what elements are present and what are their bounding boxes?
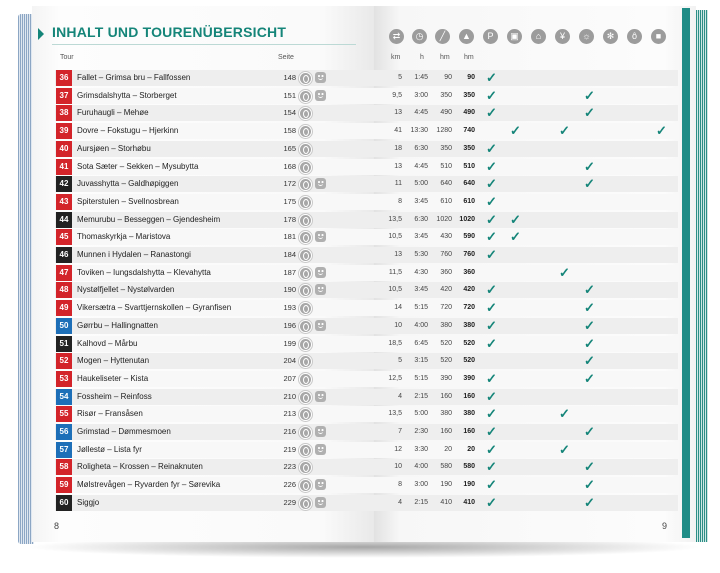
checkmark-icon: ✓ — [510, 229, 521, 244]
cell-h: 2:15 — [414, 393, 428, 400]
header-seite: Seite — [278, 54, 294, 61]
cell-km: 13 — [394, 251, 402, 258]
cell-hm2: 760 — [463, 251, 475, 258]
tour-name-link[interactable]: Vikersætra – Svarttjernskollen – Gyranfisen — [77, 303, 232, 312]
cell-km: 9,5 — [392, 92, 402, 99]
page-reference: 151 — [283, 91, 296, 100]
bicycle-icon: ô — [627, 29, 642, 44]
page-reference: 181 — [283, 232, 296, 241]
checkmark-icon: ✓ — [559, 406, 570, 421]
cell-hm1: 1020 — [436, 216, 452, 223]
cell-hm2: 390 — [463, 375, 475, 382]
difficulty-icon — [299, 267, 312, 280]
checkmark-icon: ✓ — [486, 459, 497, 474]
tour-name-link[interactable]: Risør – Fransåsen — [77, 409, 143, 418]
tour-number-badge: 36 — [56, 70, 72, 86]
tour-name-link[interactable]: Juvasshytta – Galdhøpiggen — [77, 179, 179, 188]
checkmark-icon: ✓ — [486, 300, 497, 315]
checkmark-icon: ✓ — [486, 424, 497, 439]
cell-km: 18,5 — [388, 340, 402, 347]
page-number-right: 9 — [662, 521, 668, 531]
tour-name-link[interactable]: Gørrbu – Hallingnatten — [77, 321, 158, 330]
signpost-icon: ⇄ — [389, 29, 404, 44]
cell-hm1: 1280 — [436, 127, 452, 134]
family-friendly-icon — [315, 479, 326, 490]
cell-hm1: 720 — [440, 304, 452, 311]
cell-hm2: 580 — [463, 463, 475, 470]
tour-number-badge: 38 — [56, 105, 72, 121]
checkmark-icon: ✓ — [486, 229, 497, 244]
cell-km: 10 — [394, 322, 402, 329]
header-hm-up: hm — [440, 54, 450, 61]
cell-km: 10,5 — [388, 233, 402, 240]
header-h: h — [420, 54, 424, 61]
tour-number-badge: 42 — [56, 176, 72, 192]
page-reference: 154 — [283, 108, 296, 117]
cell-km: 5 — [398, 74, 402, 81]
page-reference: 213 — [283, 409, 296, 418]
difficulty-icon — [299, 355, 312, 368]
cell-hm2: 590 — [463, 233, 475, 240]
tour-name-link[interactable]: Grimsdalshytta – Storberget — [77, 91, 177, 100]
checkmark-icon: ✓ — [584, 318, 595, 333]
cell-hm1: 390 — [440, 375, 452, 382]
cell-hm2: 640 — [463, 180, 475, 187]
difficulty-icon — [299, 178, 312, 191]
cell-hm2: 380 — [463, 410, 475, 417]
table-row — [55, 442, 678, 458]
page-reference: 229 — [283, 498, 296, 507]
cell-h: 1:45 — [414, 74, 428, 81]
tour-number-badge: 47 — [56, 265, 72, 281]
bus-icon: ▣ — [507, 29, 522, 44]
cell-h: 5:15 — [414, 304, 428, 311]
checkmark-icon: ✓ — [486, 406, 497, 421]
tour-name-link[interactable]: Sota Sæter – Sekken – Mysubytta — [77, 162, 199, 171]
cell-hm2: 520 — [463, 340, 475, 347]
tour-name-link[interactable]: Fossheim – Reinfoss — [77, 392, 152, 401]
page-reference: 216 — [283, 427, 296, 436]
page-reference: 168 — [283, 162, 296, 171]
checkmark-icon: ✓ — [584, 459, 595, 474]
tour-name-link[interactable]: Aursjøen – Storhøbu — [77, 144, 151, 153]
checkmark-icon: ✓ — [584, 353, 595, 368]
cell-h: 6:45 — [414, 340, 428, 347]
cell-hm1: 160 — [440, 393, 452, 400]
cell-hm1: 580 — [440, 463, 452, 470]
tour-name-link[interactable]: Thomaskyrkja – Maristova — [77, 232, 171, 241]
cell-hm1: 160 — [440, 428, 452, 435]
cell-km: 4 — [398, 499, 402, 506]
tour-number-badge: 41 — [56, 159, 72, 175]
tour-number-badge: 60 — [56, 495, 72, 511]
cell-h: 5:15 — [414, 375, 428, 382]
cell-hm1: 510 — [440, 163, 452, 170]
family-friendly-icon — [315, 444, 326, 455]
cell-km: 8 — [398, 481, 402, 488]
cell-km: 11 — [394, 180, 402, 187]
restaurant-icon: ¥ — [555, 29, 570, 44]
checkmark-icon: ✓ — [486, 495, 497, 510]
cell-km: 10 — [394, 463, 402, 470]
page-reference: 193 — [283, 303, 296, 312]
checkmark-icon: ✓ — [486, 477, 497, 492]
cell-h: 5:30 — [414, 251, 428, 258]
cell-h: 2:30 — [414, 428, 428, 435]
checkmark-icon: ✓ — [584, 176, 595, 191]
cell-h: 5:00 — [414, 410, 428, 417]
page-reference: 158 — [283, 126, 296, 135]
cell-h: 13:30 — [410, 127, 428, 134]
difficulty-icon — [299, 214, 312, 227]
cell-hm1: 90 — [444, 74, 452, 81]
snowflake-icon: ✻ — [603, 29, 618, 44]
cell-hm2: 20 — [467, 446, 475, 453]
cell-hm1: 380 — [440, 410, 452, 417]
cell-hm1: 350 — [440, 145, 452, 152]
cell-km: 18 — [394, 145, 402, 152]
tour-number-badge: 45 — [56, 229, 72, 245]
tour-name-link[interactable]: Haukeliseter – Kista — [77, 374, 149, 383]
cell-hm1: 380 — [440, 322, 452, 329]
tour-number-badge: 58 — [56, 459, 72, 475]
tour-name-link[interactable]: Kalhovd – Mårbu — [77, 339, 138, 348]
tour-name-link[interactable]: Furuhaugli – Mehøe — [77, 108, 149, 117]
parking-icon: P — [483, 29, 498, 44]
page-reference: 223 — [283, 462, 296, 471]
cell-hm1: 350 — [440, 92, 452, 99]
tour-number-badge: 39 — [56, 123, 72, 139]
cell-hm1: 640 — [440, 180, 452, 187]
checkmark-icon: ✓ — [559, 442, 570, 457]
cell-hm1: 360 — [440, 269, 452, 276]
cell-h: 4:45 — [414, 163, 428, 170]
checkmark-icon: ✓ — [584, 105, 595, 120]
cell-hm1: 20 — [444, 446, 452, 453]
cell-hm2: 510 — [463, 163, 475, 170]
tour-number-badge: 48 — [56, 282, 72, 298]
header-km: km — [391, 54, 401, 61]
page-reference: 199 — [283, 339, 296, 348]
tour-number-badge: 50 — [56, 318, 72, 334]
cell-h: 3:00 — [414, 92, 428, 99]
cell-hm1: 760 — [440, 251, 452, 258]
tour-name-link[interactable]: Spiterstulen – Svellnosbrean — [77, 197, 179, 206]
checkmark-icon: ✓ — [559, 265, 570, 280]
slope-icon: ╱ — [435, 29, 450, 44]
difficulty-icon — [299, 284, 312, 297]
page-reference: 148 — [283, 73, 296, 82]
tour-number-badge: 37 — [56, 88, 72, 104]
checkmark-icon: ✓ — [584, 495, 595, 510]
title-arrow-icon — [38, 28, 44, 40]
teal-margin-bar — [682, 8, 690, 538]
tour-name-link[interactable]: Fallet – Grimsa bru – Fallfossen — [77, 73, 191, 82]
checkmark-icon: ✓ — [486, 212, 497, 227]
cell-hm2: 160 — [463, 428, 475, 435]
cell-km: 41 — [394, 127, 402, 134]
checkmark-icon: ✓ — [656, 123, 667, 138]
tour-name-link[interactable]: Memurubu – Besseggen – Gjendesheim — [77, 215, 221, 224]
cell-h: 4:30 — [414, 269, 428, 276]
cell-hm2: 610 — [463, 198, 475, 205]
checkmark-icon: ✓ — [486, 371, 497, 386]
cell-hm1: 520 — [440, 340, 452, 347]
tour-number-badge: 55 — [56, 406, 72, 422]
family-friendly-icon — [315, 391, 326, 402]
difficulty-icon — [299, 125, 312, 138]
table-row — [55, 406, 678, 422]
cable-car-icon: ⌂ — [531, 29, 546, 44]
checkmark-icon: ✓ — [510, 212, 521, 227]
cell-km: 12,5 — [388, 375, 402, 382]
checkmark-icon: ✓ — [486, 141, 497, 156]
tour-name-link[interactable]: Nystølfjellet – Nystølvarden — [77, 285, 175, 294]
cell-hm2: 350 — [463, 145, 475, 152]
cell-hm2: 90 — [467, 74, 475, 81]
tour-number-badge: 52 — [56, 353, 72, 369]
checkmark-icon: ✓ — [486, 159, 497, 174]
family-friendly-icon — [315, 178, 326, 189]
cell-hm1: 190 — [440, 481, 452, 488]
checkmark-icon: ✓ — [486, 194, 497, 209]
page-reference: 184 — [283, 250, 296, 259]
tour-number-badge: 44 — [56, 212, 72, 228]
checkmark-icon: ✓ — [486, 176, 497, 191]
cell-h: 3:45 — [414, 198, 428, 205]
checkmark-icon: ✓ — [486, 105, 497, 120]
header-hm-down: hm — [464, 54, 474, 61]
cell-hm1: 420 — [440, 286, 452, 293]
tour-name-link[interactable]: Mølstrevågen – Ryvarden fyr – Sørevika — [77, 480, 221, 489]
checkmark-icon: ✓ — [486, 282, 497, 297]
page-reference: 178 — [283, 215, 296, 224]
cell-km: 10,5 — [388, 286, 402, 293]
difficulty-icon — [299, 249, 312, 262]
cell-h: 4:00 — [414, 463, 428, 470]
checkmark-icon: ✓ — [559, 123, 570, 138]
difficulty-icon — [299, 444, 312, 457]
checkmark-icon: ✓ — [486, 247, 497, 262]
family-friendly-icon — [315, 320, 326, 331]
checkmark-icon: ✓ — [486, 442, 497, 457]
family-friendly-icon — [315, 90, 326, 101]
checkmark-icon: ✓ — [486, 389, 497, 404]
difficulty-icon — [299, 408, 312, 421]
page-reference: 226 — [283, 480, 296, 489]
checkmark-icon: ✓ — [584, 371, 595, 386]
cell-h: 6:30 — [414, 145, 428, 152]
page-reference: 204 — [283, 356, 296, 365]
tour-name-link[interactable]: Toviken – Iungsdalshytta – Klevahytta — [77, 268, 211, 277]
page-reference: 219 — [283, 445, 296, 454]
cell-hm2: 380 — [463, 322, 475, 329]
difficulty-icon — [299, 391, 312, 404]
difficulty-icon — [299, 320, 312, 333]
cell-km: 4 — [398, 393, 402, 400]
page-reference: 175 — [283, 197, 296, 206]
cell-h: 4:45 — [414, 109, 428, 116]
car-icon: ■ — [651, 29, 666, 44]
cell-hm2: 740 — [463, 127, 475, 134]
checkmark-icon: ✓ — [584, 477, 595, 492]
page-reference: 210 — [283, 392, 296, 401]
family-friendly-icon — [315, 231, 326, 242]
checkmark-icon: ✓ — [584, 336, 595, 351]
page-edges-right — [696, 10, 708, 542]
clock-icon: ◷ — [412, 29, 427, 44]
tour-number-badge: 49 — [56, 300, 72, 316]
tour-number-badge: 51 — [56, 336, 72, 352]
cell-km: 7 — [398, 428, 402, 435]
header-tour: Tour — [60, 54, 74, 61]
checkmark-icon: ✓ — [584, 282, 595, 297]
tour-number-badge: 59 — [56, 477, 72, 493]
family-friendly-icon — [315, 72, 326, 83]
cell-hm1: 410 — [440, 499, 452, 506]
cell-hm2: 720 — [463, 304, 475, 311]
checkmark-icon: ✓ — [486, 88, 497, 103]
difficulty-icon — [299, 497, 312, 510]
cell-h: 5:00 — [414, 180, 428, 187]
page-reference: 165 — [283, 144, 296, 153]
cell-hm2: 520 — [463, 357, 475, 364]
tour-number-badge: 46 — [56, 247, 72, 263]
tour-number-badge: 54 — [56, 389, 72, 405]
page-reference: 187 — [283, 268, 296, 277]
cell-hm2: 420 — [463, 286, 475, 293]
cell-km: 8 — [398, 198, 402, 205]
tour-name-link[interactable]: Dovre – Fokstugu – Hjerkinn — [77, 126, 179, 135]
page-title: INHALT UND TOURENÜBERSICHT — [52, 24, 287, 40]
cell-hm1: 610 — [440, 198, 452, 205]
cell-hm1: 520 — [440, 357, 452, 364]
difficulty-icon — [299, 479, 312, 492]
cell-hm2: 410 — [463, 499, 475, 506]
difficulty-icon — [299, 338, 312, 351]
cell-km: 13 — [394, 163, 402, 170]
height-icon: ▲ — [459, 29, 474, 44]
cell-km: 5 — [398, 357, 402, 364]
page-reference: 190 — [283, 285, 296, 294]
family-friendly-icon — [315, 497, 326, 508]
difficulty-icon — [299, 302, 312, 315]
page-reference: 196 — [283, 321, 296, 330]
checkmark-icon: ✓ — [510, 123, 521, 138]
checkmark-icon: ✓ — [584, 88, 595, 103]
cell-km: 12 — [394, 446, 402, 453]
tour-name-link[interactable]: Mogen – Hyttenutan — [77, 356, 150, 365]
page-reference: 207 — [283, 374, 296, 383]
cell-hm1: 430 — [440, 233, 452, 240]
difficulty-icon — [299, 196, 312, 209]
checkmark-icon: ✓ — [584, 300, 595, 315]
cell-km: 13,5 — [388, 410, 402, 417]
difficulty-icon — [299, 161, 312, 174]
tour-number-badge: 56 — [56, 424, 72, 440]
checkmark-icon: ✓ — [584, 424, 595, 439]
tour-name-link[interactable]: Jøllestø – Lista fyr — [77, 445, 142, 454]
tour-number-badge: 40 — [56, 141, 72, 157]
cell-km: 13,5 — [388, 216, 402, 223]
cell-h: 3:30 — [414, 446, 428, 453]
cell-hm1: 490 — [440, 109, 452, 116]
difficulty-icon — [299, 72, 312, 85]
family-friendly-icon — [315, 284, 326, 295]
title-underline — [52, 44, 356, 45]
difficulty-icon — [299, 90, 312, 103]
tour-number-badge: 43 — [56, 194, 72, 210]
tour-name-link[interactable]: Roligheta – Krossen – Reinaknuten — [77, 462, 203, 471]
cell-hm2: 1020 — [459, 216, 475, 223]
family-friendly-icon — [315, 426, 326, 437]
checkmark-icon: ✓ — [486, 70, 497, 85]
cell-h: 4:00 — [414, 322, 428, 329]
cell-km: 14 — [394, 304, 402, 311]
cell-hm2: 190 — [463, 481, 475, 488]
tour-name-link[interactable]: Siggjo — [77, 498, 100, 507]
cell-h: 3:15 — [414, 357, 428, 364]
cell-h: 3:45 — [414, 286, 428, 293]
difficulty-icon — [299, 426, 312, 439]
cell-h: 2:15 — [414, 499, 428, 506]
cell-km: 11,5 — [388, 269, 402, 276]
page-reference: 172 — [283, 179, 296, 188]
difficulty-icon — [299, 373, 312, 386]
checkmark-icon: ✓ — [486, 336, 497, 351]
cell-hm2: 160 — [463, 393, 475, 400]
difficulty-icon — [299, 107, 312, 120]
tour-number-badge: 53 — [56, 371, 72, 387]
cell-h: 6:30 — [414, 216, 428, 223]
cell-hm2: 350 — [463, 92, 475, 99]
tour-number-badge: 57 — [56, 442, 72, 458]
checkmark-icon: ✓ — [486, 318, 497, 333]
cell-km: 13 — [394, 109, 402, 116]
cell-h: 3:45 — [414, 233, 428, 240]
title-block — [38, 24, 356, 44]
cell-hm2: 490 — [463, 109, 475, 116]
family-friendly-icon — [315, 267, 326, 278]
tour-name-link[interactable]: Munnen i Hydalen – Ranastongi — [77, 250, 191, 259]
difficulty-icon — [299, 461, 312, 474]
difficulty-icon — [299, 231, 312, 244]
cell-h: 3:00 — [414, 481, 428, 488]
checkmark-icon: ✓ — [584, 159, 595, 174]
page-number-left: 8 — [54, 521, 60, 531]
sun-icon: ☼ — [579, 29, 594, 44]
cell-hm2: 360 — [463, 269, 475, 276]
difficulty-icon — [299, 143, 312, 156]
tour-name-link[interactable]: Grimstad – Dømmesmoen — [77, 427, 171, 436]
